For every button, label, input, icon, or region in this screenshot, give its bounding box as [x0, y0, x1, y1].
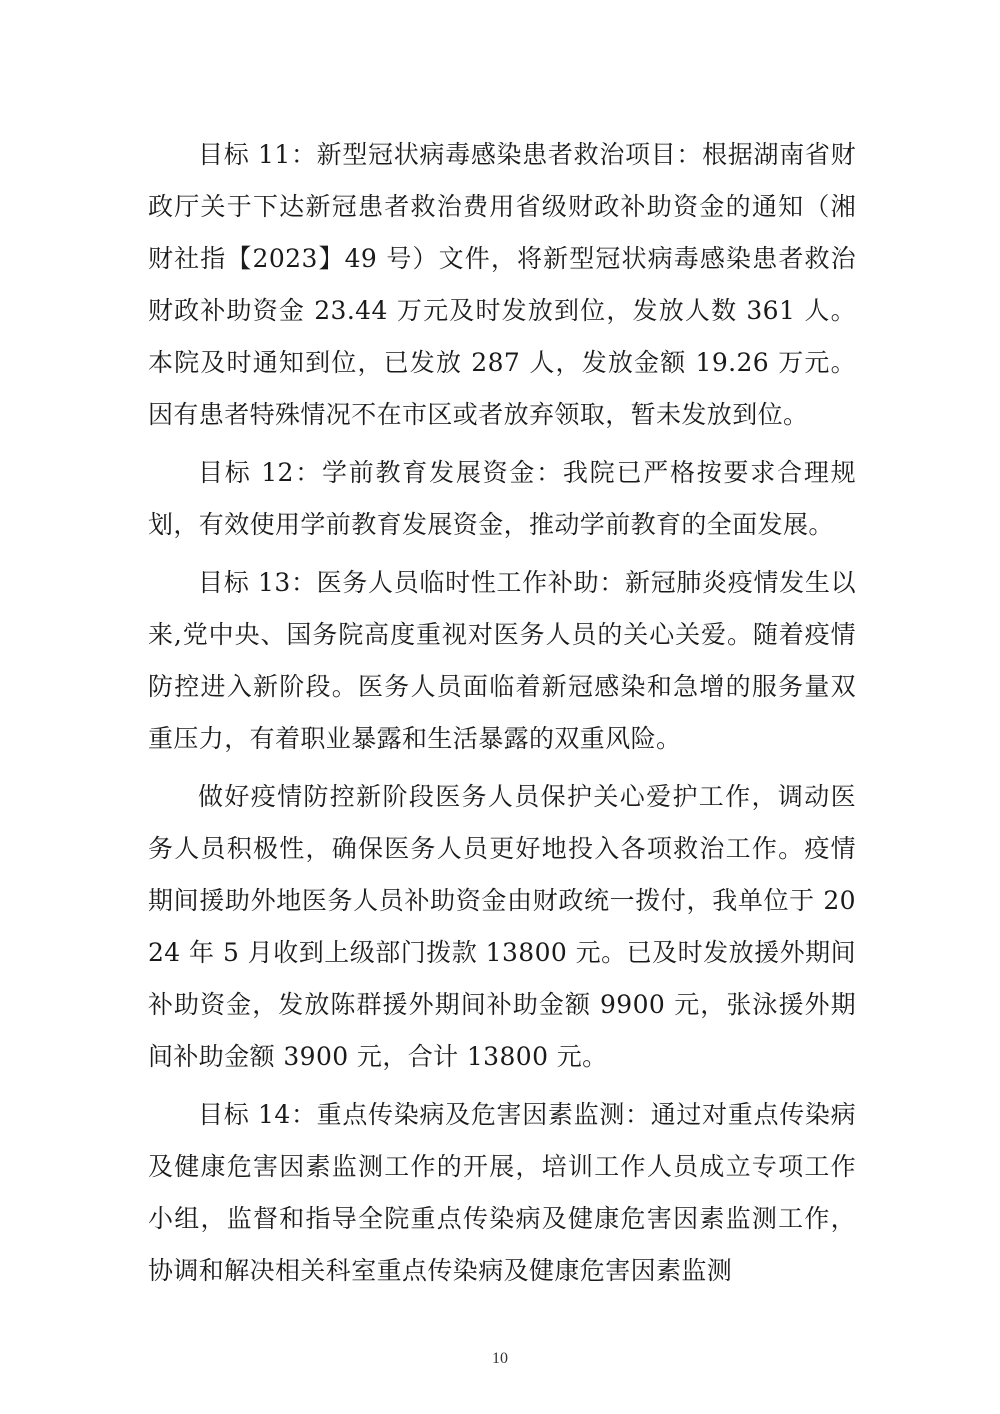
- paragraph-subsidy-details: 做好疫情防控新阶段医务人员保护关心爱护工作，调动医务人员积极性，确保医务人员更好地投入各项救治工作。疫情期间援助外地医务人员补助资金由财政统一拨付，我单位于 2024 年 5 月收到上级部门拨款 13800 元。已及时发放援外期间补助资金，发放陈群援外期间补助金额 9900 元，张泳援外期间补助金额 3900 元，合计 13800 元。: [148, 782, 856, 1071]
- paragraph-target-12: 目标 12：学前教育发展资金：我院已严格按要求合理规划，有效使用学前教育发展资金，推动学前教育的全面发展。: [148, 458, 856, 539]
- paragraph-target-14: 目标 14：重点传染病及危害因素监测：通过对重点传染病及健康危害因素监测工作的开展，培训工作人员成立专项工作小组，监督和指导全院重点传染病及健康危害因素监测工作，协调和解决相关科室重点传染病及健康危害因素监测: [148, 1100, 856, 1285]
- paragraph-target-11: 目标 11：新型冠状病毒感染患者救治项目：根据湖南省财政厅关于下达新冠患者救治费用省级财政补助资金的通知（湘财社指【2023】49 号）文件，将新型冠状病毒感染患者救治财政补助资金 23.44 万元及时发放到位，发放人数 361 人。本院及时通知到位，已发放 287 人，发放金额 19.26 万元。因有患者特殊情况不在市区或者放弃领取，暂未发放到位。: [148, 140, 856, 429]
- paragraph-target-13: 目标 13：医务人员临时性工作补助：新冠肺炎疫情发生以来,党中央、国务院高度重视对医务人员的关心关爱。随着疫情防控进入新阶段。医务人员面临着新冠感染和急增的服务量双重压力，有着职业暴露和生活暴露的双重风险。: [148, 568, 856, 753]
- document-body: [148, 129, 856, 1303]
- page-number: 10: [492, 1350, 508, 1367]
